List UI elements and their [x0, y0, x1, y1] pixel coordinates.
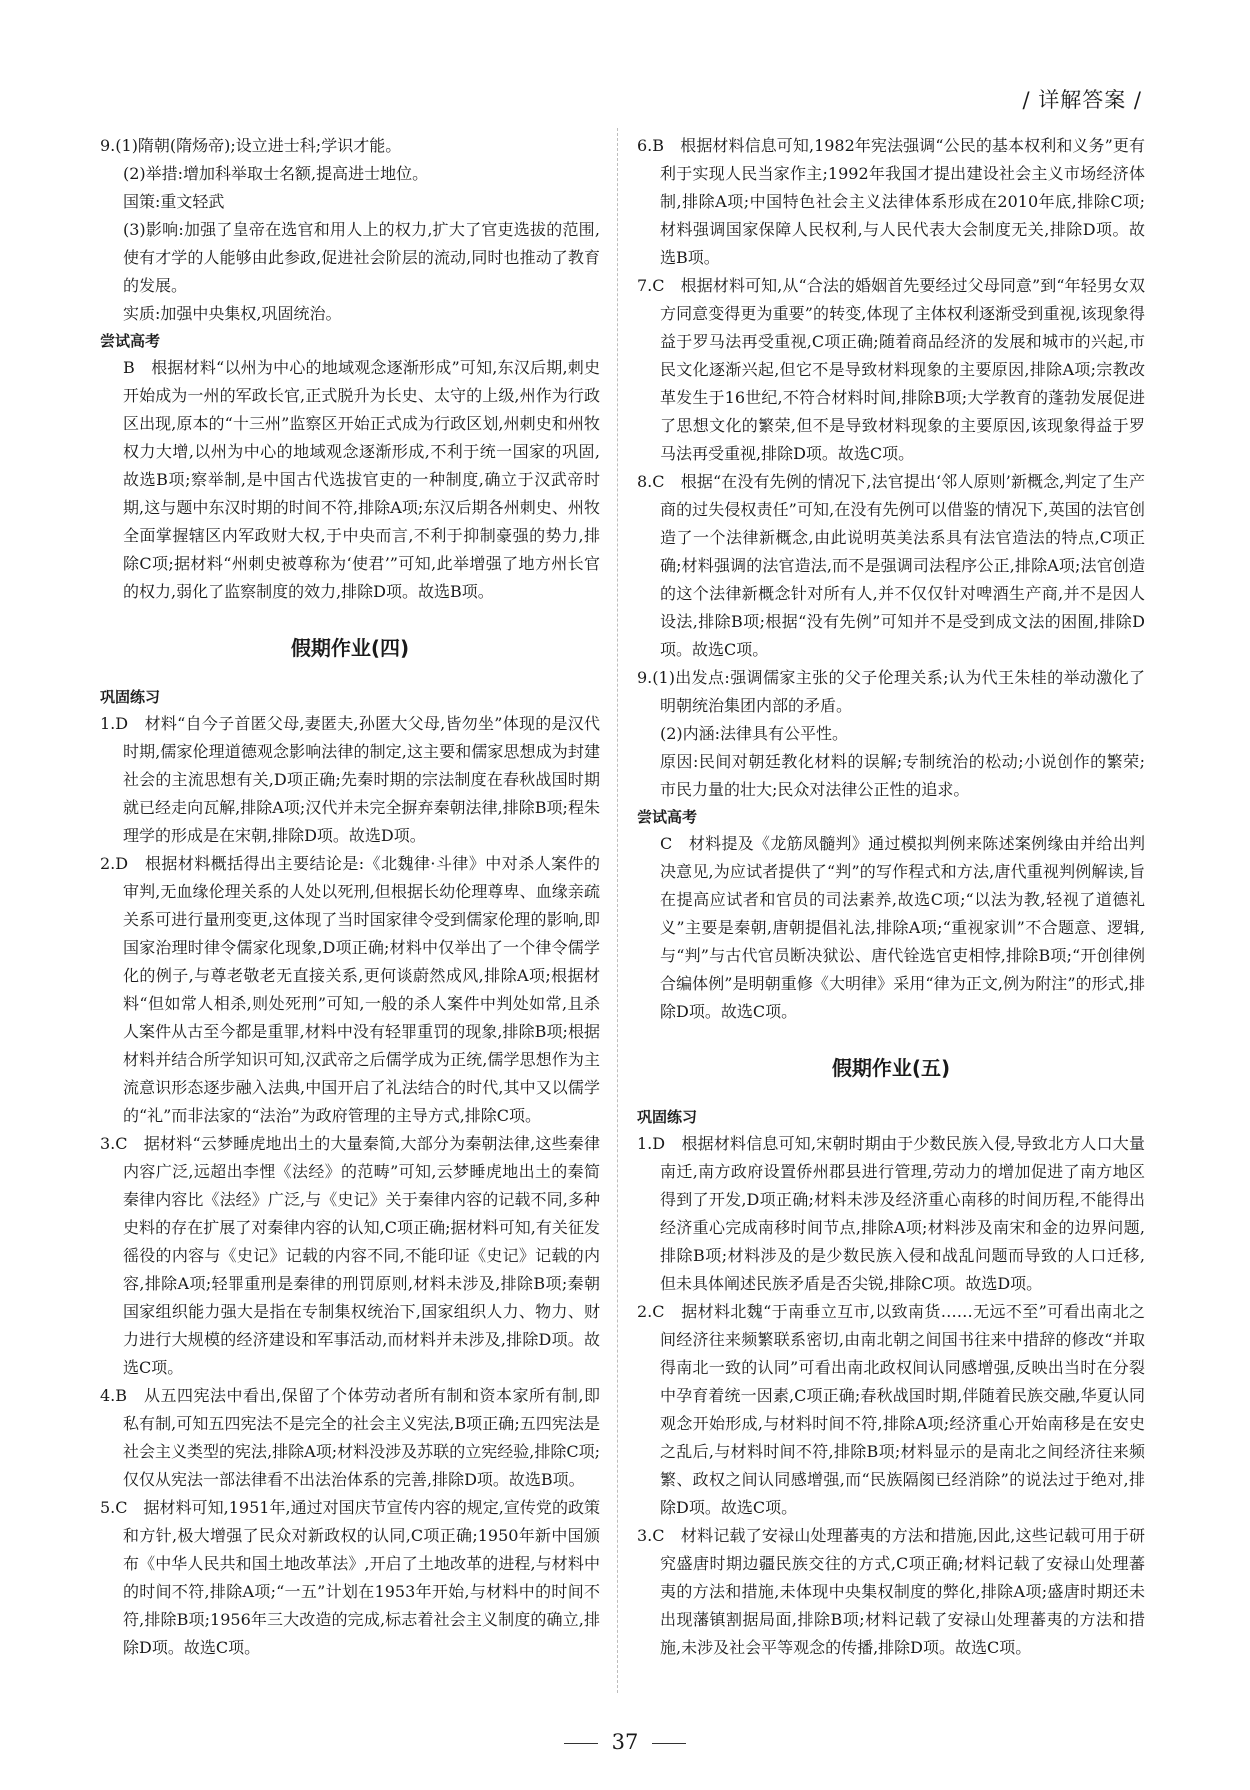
right-column	[637, 132, 1145, 1662]
answer-b1: 1.D 根据材料信息可知,宋朝时期由于少数民族入侵,导致北方人口大量南迁,南方政府设置侨州郡县进行管理,劳动力的增加促进了南方地区得到了开发,D项正确;材料未涉及经济重心南移的时间历程,不能得出经济重心完成南移时间节点,排除A项;材料涉及南宋和金的边界问题,排除B项;材料涉及的是少数民族入侵和战乱问题而导致的人口迁移,但未具体阐述民族矛盾是否尖锐,排除C项。故选D项。	[637, 1134, 1145, 1293]
answer-7: 7.C 根据材料可知,从“合法的婚姻首先要经过父母同意”到“年轻男女双方同意变得更为重要”的转变,体现了主体权利逐渐受到重视,该现象得益于罗马法再受重视,C项正确;随着商品经济的发展和城市的兴起,市民文化逐渐兴起,但它不是导致材料现象的主要原因,排除A项;宗教改革发生于16世纪,不符合材料时间,排除B项;大学教育的蓬勃发展促进了思想文化的繁荣,但不是导致材料现象的主要原因,该现象得益于罗马法再受重视,排除D项。故选C项。	[637, 276, 1145, 463]
answer-key-header: / 详解答案 /	[1022, 88, 1142, 112]
answer-8: 8.C 根据“在没有先例的情况下,法官提出‘邻人原则’新概念,判定了生产商的过失侵权责任”可知,在没有先例可以借鉴的情况下,英国的法官创造了一个法律新概念,由此说明英美法系具有法官造法的特点,C项正确;材料强调的法官造法,而不是强调司法程序公正,排除A项;法官创造的这个法律新概念针对所有人,并不仅仅针对啤酒生产商,并不是因人设法,排除B项;根据“没有先例”可知并不是受到成文法的困囿,排除D项。故选C项。	[637, 472, 1145, 659]
answer-9-policy: 国策:重文轻武	[123, 192, 225, 211]
answer-9: 9.(1)隋朝(隋炀帝);设立进士科;学识才能。	[100, 136, 402, 155]
footer-dash-right	[652, 1743, 686, 1744]
footer-dash-left	[564, 1743, 598, 1744]
section-heading-practice: 巩固练习	[100, 688, 161, 706]
answer-9-impact: (3)影响:加强了皇帝在选官和用人上的权力,扩大了官吏选拔的范围,使有才学的人能够由此参政,促进社会阶层的流动,同时也推动了教育的发展。	[123, 220, 600, 295]
answer-9-essence: 实质:加强中央集权,巩固统治。	[123, 304, 342, 323]
answer-1: 1.D 材料“自今子首匿父母,妻匿夫,孙匿大父母,皆勿坐”体现的是汉代时期,儒家伦理道德观念影响法律的制定,这主要和儒家思想成为封建社会的主流思想有关,D项正确;先秦时期的宗法制度在春秋战国时期就已经走向瓦解,排除A项;汉代并未完全摒弃秦朝法律,排除B项;程朱理学的形成是在宋朝,排除D项。故选D项。	[100, 714, 600, 845]
left-column	[100, 132, 600, 1662]
section-heading-practice-2: 巩固练习	[637, 1108, 698, 1126]
answer-9b-meaning: (2)内涵:法律具有公平性。	[660, 724, 849, 743]
answer-6: 6.B 根据材料信息可知,1982年宪法强调“公民的基本权利和义务”更有利于实现人民当家作主;1992年我国才提出建设社会主义市场经济体制,排除A项;中国特色社会主义法律体系形成在2010年底,排除C项;材料强调国家保障人民权利,与人民代表大会制度无关,排除D项。故选B项。	[637, 136, 1145, 267]
answer-9b: 9.(1)出发点:强调儒家主张的父子伦理关系;认为代王朱桂的举动激化了明朝统治集团内部的矛盾。	[637, 668, 1145, 715]
answer-9-measures: (2)举措:增加科举取士名额,提高进士地位。	[123, 164, 429, 183]
homework-title-4: 假期作业(四)	[290, 636, 410, 660]
answer-9b-reasons: 原因:民间对朝廷教化材料的误解;专制统治的松动;小说创作的繁荣;市民力量的壮大;民众对法律公正性的追求。	[660, 752, 1145, 799]
answer-5: 5.C 据材料可知,1951年,通过对国庆节宣传内容的规定,宣传党的政策和方针,极大增强了民众对新政权的认同,C项正确;1950年新中国颁布《中华人民共和国土地改革法》,开启了土地改革的进程,与材料中的时间不符,排除A项;“一五”计划在1953年开始,与材料中的时间不符,排除B项;1956年三大改造的完成,标志着社会主义制度的确立,排除D项。故选C项。	[100, 1498, 600, 1657]
try-exam-answer: B 根据材料“以州为中心的地域观念逐渐形成”可知,东汉后期,刺史开始成为一州的军政长官,正式脱升为长史、太守的上级,州作为行政区出现,原本的“十三州”监察区开始正式成为行政区划,州刺史和州牧权力大增,以州为中心的地域观念逐渐形成,不利于统一国家的巩固,故选B项;察举制,是中国古代选拔官吏的一种制度,确立于汉武帝时期,这与题中东汉时期的时间不符,排除A项;东汉后期各州刺史、州牧全面掌握辖区内军政财大权,于中央而言,不利于抑制豪强的势力,排除C项;据材料“州刺史被尊称为‘使君’”可知,此举增强了地方州长官的权力,弱化了监察制度的效力,排除D项。故选B项。	[123, 358, 600, 601]
section-heading-try-exam: 尝试高考	[100, 332, 161, 350]
try-exam-answer-2: C 材料提及《龙筋凤髓判》通过模拟判例来陈述案例缘由并给出判决意见,为应试者提供了“判”的写作程式和方法,唐代重视判例解读,旨在提高应试者和官员的司法素养,故选C项;“以法为教,轻视了道德礼义”主要是秦朝,唐朝提倡礼法,排除A项;“重视家训”不合题意、逻辑,与“判”与古代官员断决狱讼、唐代铨选官吏相悖,排除B项;“开创律例合编体例”是明朝重修《大明律》采用“律为正文,例为附注”的形式,排除D项。故选C项。	[660, 834, 1145, 1021]
answer-2: 2.D 根据材料概括得出主要结论是:《北魏律·斗律》中对杀人案件的审判,无血缘伦理关系的人处以死刑,但根据长幼伦理尊卑、血缘亲疏关系可进行量刑变更,这体现了当时国家律令受到儒家伦理的影响,即国家治理时律令儒家化现象,D项正确;材料中仅举出了一个律令儒学化的例子,与尊老敬老无直接关系,更何谈蔚然成风,排除A项;根据材料“但如常人相杀,则处死刑”可知,一般的杀人案件中判处如常,且杀人案件从古至今都是重罪,材料中没有轻罪重罚的现象,排除B项;根据材料并结合所学知识可知,汉武帝之后儒学成为正统,儒学思想作为主流意识形态逐步融入法典,中国开启了礼法结合的时代,其中又以儒学的“礼”而非法家的“法治”为政府管理的主导方式,排除C项。	[100, 854, 600, 1125]
page-footer	[0, 1730, 1250, 1754]
answer-3: 3.C 据材料“云梦睡虎地出土的大量秦简,大部分为秦朝法律,这些秦律内容广泛,远超出李悝《法经》的范畴”可知,云梦睡虎地出土的秦简秦律内容比《法经》广泛,与《史记》关于秦律内容的记载不同,多种史料的存在扩展了对秦律内容的认知,C项正确;据材料可知,有关征发徭役的内容与《史记》记载的内容不同,不能印证《史记》记载的内容,排除A项;轻罪重刑是秦律的刑罚原则,材料未涉及,排除B项;秦朝国家组织能力强大是指在专制集权统治下,国家组织人力、物力、财力进行大规模的经济建设和军事活动,而材料并未涉及,排除D项。故选C项。	[100, 1134, 600, 1377]
answer-4: 4.B 从五四宪法中看出,保留了个体劳动者所有制和资本家所有制,即私有制,可知五四宪法不是完全的社会主义宪法,B项正确;五四宪法是社会主义类型的宪法,排除A项;材料没涉及苏联的立宪经验,排除C项;仅仅从宪法一部法律看不出法治体系的完善,排除D项。故选B项。	[100, 1386, 600, 1489]
section-heading-try-exam-2: 尝试高考	[637, 808, 698, 826]
page-number: 37	[611, 1730, 639, 1754]
column-divider	[617, 128, 618, 1693]
homework-title-5: 假期作业(五)	[831, 1056, 951, 1080]
answer-b3: 3.C 材料记载了安禄山处理蕃夷的方法和措施,因此,这些记载可用于研究盛唐时期边疆民族交往的方式,C项正确;材料记载了安禄山处理蕃夷的方法和措施,未体现中央集权制度的弊化,排除A项;盛唐时期还未出现藩镇割据局面,排除B项;材料记载了安禄山处理蕃夷的方法和措施,未涉及社会平等观念的传播,排除D项。故选C项。	[637, 1526, 1145, 1657]
answer-b2: 2.C 据材料北魏“于南垂立互市,以致南货……无远不至”可看出南北之间经济往来频繁联系密切,由南北朝之间国书往来中措辞的修改“并取得南北一致的认同”可看出南北政权间认同感增强,反映出当时在分裂中孕育着统一因素,C项正确;春秋战国时期,伴随着民族交融,华夏认同观念开始形成,与材料时间不符,排除A项;经济重心开始南移是在安史之乱后,与材料时间不符,排除B项;材料显示的是南北之间经济往来频繁、政权之间认同感增强,而“民族隔阂已经消除”的说法过于绝对,排除D项。故选C项。	[637, 1302, 1145, 1517]
